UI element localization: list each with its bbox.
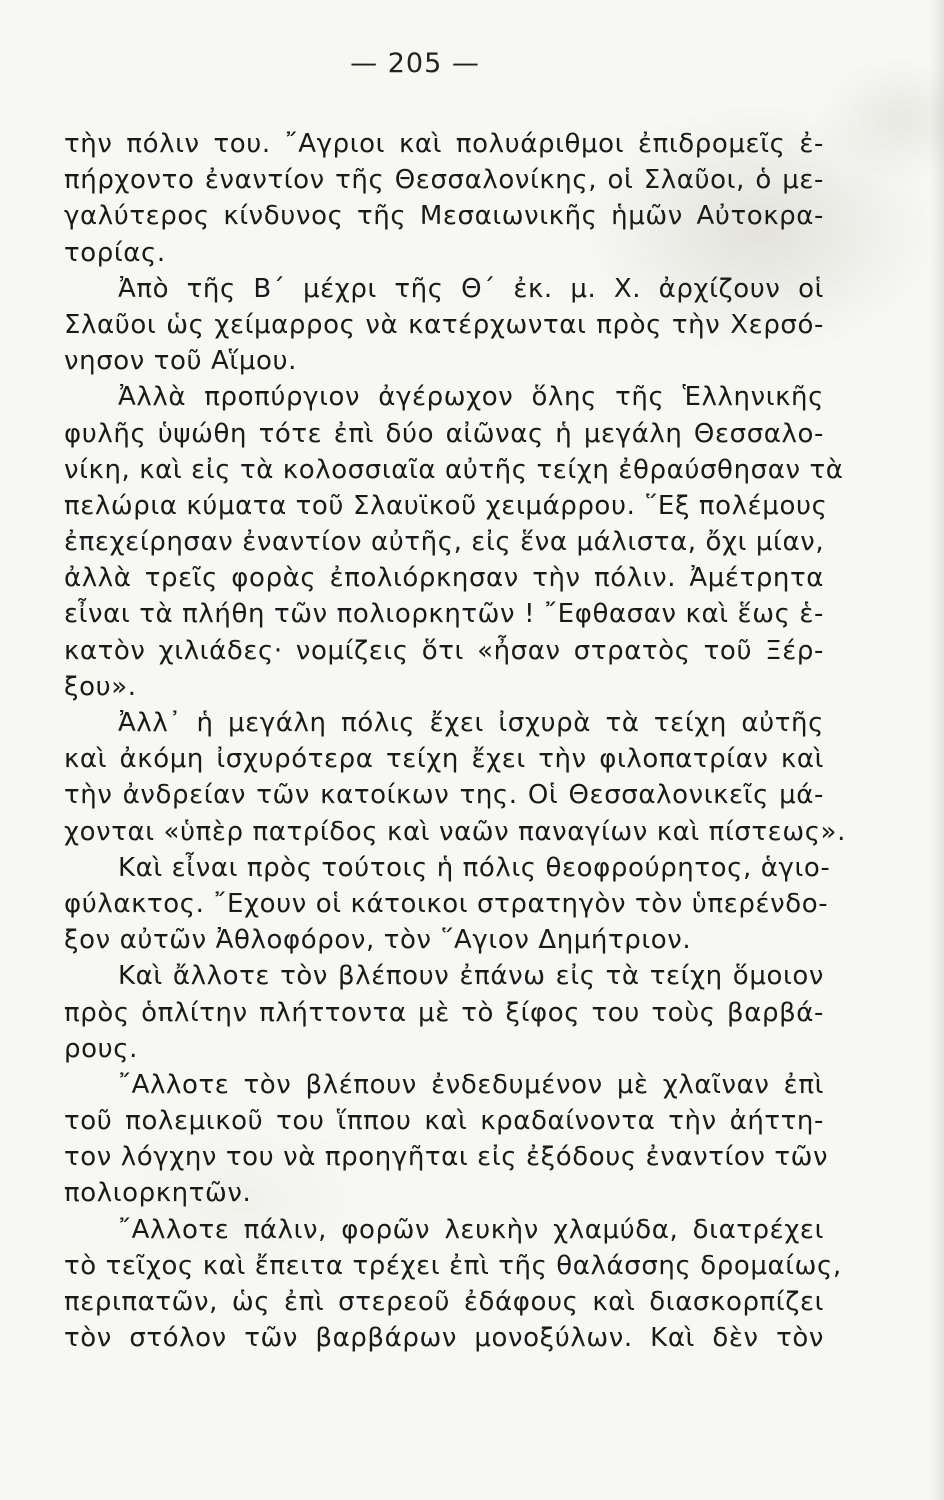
text-line: τὸ τεῖχος καὶ ἔπειτα τρέχει ἐπὶ τῆς θαλάσσης δρομαίως,: [64, 1250, 842, 1281]
text-line: νησον τοῦ Αἵμου.: [64, 346, 297, 377]
text-line: χονται «ὑπὲρ πατρίδος καὶ ναῶν παναγίων καὶ πίστεως».: [64, 816, 846, 847]
text-line: Ἀπὸ τῆς Β΄ μέχρι τῆς Θ΄ ἐκ. μ. Χ. ἀρχίζουν οἱ: [118, 273, 824, 304]
text-line: Ἀλλ᾽ ἡ μεγάλη πόλις ἔχει ἰσχυρὰ τὰ τείχη αὐτῆς: [118, 708, 824, 738]
text-line: ἀλλὰ τρεῖς φορὰς ἐπολιόρκησαν τὴν πόλιν. Ἀμέτρητα: [64, 563, 824, 594]
text-line: πήρχοντο ἐναντίον τῆς Θεσσαλονίκης, οἱ Σλαῦοι, ὁ με-: [64, 165, 824, 196]
text-line: πολιορκητῶν.: [64, 1178, 252, 1209]
text-line: τὴν ἀνδρείαν τῶν κατοίκων της. Οἱ Θεσσαλονικεῖς μά-: [64, 780, 824, 811]
text-line: Ἀλλὰ προπύργιον ἀγέρωχον ὅλης τῆς Ἑλληνικῆς: [118, 382, 824, 413]
text-line: πρὸς ὁπλίτην πλήττοντα μὲ τὸ ξίφος του τοὺς βαρβά-: [64, 997, 824, 1028]
text-line: νίκη, καὶ εἰς τὰ κολοσσιαῖα αὐτῆς τείχη ἐθραύσθησαν τὰ: [64, 454, 844, 485]
text-line: ρους.: [64, 1033, 138, 1064]
text-line: ξου».: [64, 671, 137, 702]
text-line: πελώρια κύματα τοῦ Σλαυϊκοῦ χειμάρρου. ῞Εξ πολέμους: [64, 490, 828, 521]
text-line: γαλύτερος κίνδυνος τῆς Μεσαιωνικῆς ἡμῶν Αὐτοκρα-: [64, 201, 824, 232]
text-line: Καὶ ἄλλοτε τὸν βλέπουν ἐπάνω εἰς τὰ τείχη ὅμοιον: [118, 961, 824, 992]
text-line: ξον αὐτῶν Ἀθλοφόρον, τὸν ῞Αγιον Δημήτριον.: [64, 925, 692, 956]
text-line: Σλαῦοι ὡς χείμαρρος νὰ κατέρχωνται πρὸς τὴν Χερσό-: [64, 309, 824, 340]
text-line: τὴν πόλιν του. ῎Αγριοι καὶ πολυάριθμοι ἐπιδρομεῖς ἐ-: [64, 129, 824, 159]
text-line: ῎Αλλοτε πάλιν, φορῶν λευκὴν χλαμύδα, διατρέχει: [118, 1214, 824, 1245]
text-line: περιπατῶν, ὡς ἐπὶ στερεοῦ ἐδάφους καὶ διασκορπίζει: [64, 1287, 824, 1317]
text-line: κατὸν χιλιάδες· νομίζεις ὅτι «ἦσαν στρατὸς τοῦ Ξέρ-: [64, 635, 824, 666]
text-line: τορίας.: [64, 237, 166, 268]
body-text: [64, 126, 846, 1356]
text-line: φυλῆς ὑψώθη τότε ἐπὶ δύο αἰῶνας ἡ μεγάλη Θεσσαλο-: [64, 418, 824, 449]
text-line: τον λόγχην του νὰ προηγῆται εἰς ἐξόδους ἐναντίον τῶν: [64, 1142, 829, 1173]
text-line: Καὶ εἶναι πρὸς τούτοις ἡ πόλις θεοφρούρητος, ἁγιο-: [118, 852, 831, 883]
text-line: τὸν στόλον τῶν βαρβάρων μονοξύλων. Καὶ δὲν τὸν: [64, 1323, 824, 1354]
text-line: φύλακτος. ῎Εχουν οἱ κάτοικοι στρατηγὸν τὸν ὑπερένδο-: [64, 888, 829, 919]
text-line: ἐπεχείρησαν ἐναντίον αὐτῆς, εἰς ἕνα μάλιστα, ὄχι μίαν,: [64, 527, 825, 558]
page-number: — 205 —: [350, 48, 480, 79]
page-edge-shadow: [930, 0, 944, 1500]
text-line: καὶ ἀκόμη ἰσχυρότερα τείχη ἔχει τὴν φιλοπατρίαν καὶ: [64, 744, 824, 775]
text-line: εἶναι τὰ πλήθη τῶν πολιορκητῶν ! ῎Εφθασαν καὶ ἕως ἑ-: [64, 599, 824, 630]
text-line: ῎Αλλοτε τὸν βλέπουν ἐνδεδυμένον μὲ χλαῖναν ἐπὶ: [118, 1069, 824, 1100]
text-line: τοῦ πολεμικοῦ του ἵππου καὶ κραδαίνοντα τὴν ἀήττη-: [64, 1106, 824, 1137]
